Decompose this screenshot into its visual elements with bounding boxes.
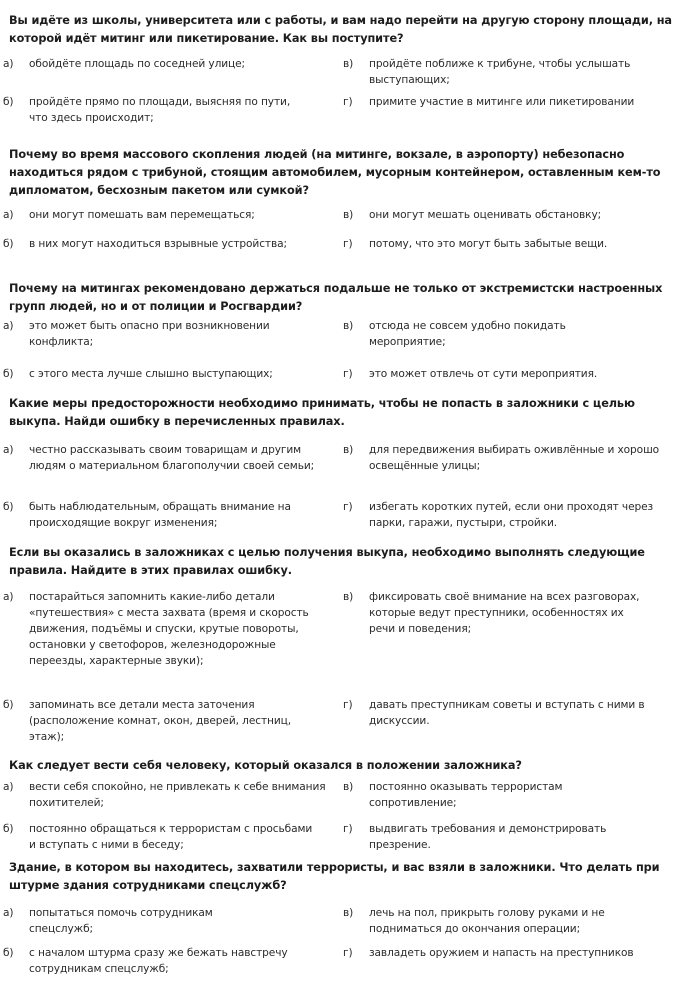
q6-option-v: в) постоянно оказывать террористам сопротивление; xyxy=(343,781,563,809)
q3-option-b: б) с этого места лучше слышно выступающих; xyxy=(3,368,273,380)
q5-option-b: б) запоминать все детали места заточения (расположение комнат, окон, дверей, лестниц, этаж); xyxy=(3,699,292,743)
question-2: Почему во время массового скопления людей (на митинге, вокзале, в аэропорту) небезопасно находиться рядом с трибуной, стоящим автомобилем, мусорным контейнером, оставленным кем-то дипломатом, бесхозным пакетом или сумкой? xyxy=(9,148,661,197)
question-1: Вы идёте из школы, университета или с работы, и вам надо перейти на другую сторону площади, на которой идёт митинг или пикетирование. Как вы поступите? xyxy=(9,14,672,45)
q6-option-a: а) вести себя спокойно, не привлекать к себе внимания похитителей; xyxy=(3,781,326,809)
q1-option-v: в) пройдёте поближе к трибуне, чтобы услышать выступающих; xyxy=(343,58,631,86)
question-5: Если вы оказались в заложниках с целью получения выкупа, необходимо выполнять следующие правила. Найдите в этих правилах ошибку. xyxy=(9,546,645,577)
question-4: Какие меры предосторожности необходимо принимать, чтобы не попасть в заложники с целью выкупа. Найди ошибку в перечисленных правилах. xyxy=(9,397,635,428)
q4-option-v: в) для передвижения выбирать оживлённые и хорошо освещённые улицы; xyxy=(343,444,660,472)
question-6: Как следует вести себя человеку, который оказался в положении заложника? xyxy=(9,759,522,772)
q3-option-g: г) это может отвлечь от сути мероприятия. xyxy=(343,368,598,380)
q1-option-a: а) обойдёте площадь по соседней улице; xyxy=(3,58,246,70)
q6-option-b: б) постоянно обращаться к террористам с просьбами и вступать с ними в беседу; xyxy=(3,823,313,851)
q2-option-g: г) потому, что это могут быть забытые вещи. xyxy=(343,238,608,250)
q4-option-g: г) избегать коротких путей, если они проходят через парки, гаражи, пустыри, стройки. xyxy=(343,501,654,529)
q5-option-a: а) постарайться запомнить какие-либо детали «путешествия» с места захвата (время и скорость движения, подъёмы и спуски, крутые повороты, остановки у светофоров, железнодорожные переезды, характерные звуки); xyxy=(3,591,309,667)
q4-option-a: а) честно рассказывать своим товарищам и другим людям о материальном благополучии своей семьи; xyxy=(3,444,315,472)
q1-option-g: г) примите участие в митинге или пикетировании xyxy=(343,96,635,108)
q2-option-b: б) в них могут находиться взрывные устройства; xyxy=(3,238,288,250)
q1-option-b: б) пройдёте прямо по площади, выясняя по пути, что здесь происходит; xyxy=(3,96,291,124)
question-7: Здание, в котором вы находитесь, захватили террористы, и вас взяли в заложники. Что делать при штурме здания сотрудниками спецслужб? xyxy=(9,861,660,892)
q7-option-a: а) попытаться помочь сотрудникам спецслужб; xyxy=(3,907,213,935)
q3-option-a: а) это может быть опасно при возникновении конфликта; xyxy=(3,320,270,348)
q3-option-v: в) отсюда не совсем удобно покидать мероприятие; xyxy=(343,320,566,348)
q7-option-g: г) завладеть оружием и напасть на преступников xyxy=(343,947,634,959)
q2-option-v: в) они могут мешать оценивать обстановку; xyxy=(343,209,602,221)
q7-option-v: в) лечь на пол, прикрыть голову руками и не подниматься до окончания операции; xyxy=(343,907,605,935)
q2-option-a: а) они могут помешать вам перемещаться; xyxy=(3,209,255,221)
q7-option-b: б) с началом штурма сразу же бежать навстречу сотрудникам спецслужб; xyxy=(3,947,288,975)
question-3: Почему на митингах рекомендовано держаться подальше не только от экстремистски настроенных групп людей, но и от полиции и Росгвардии? xyxy=(9,282,663,313)
q4-option-b: б) быть наблюдательным, обращать внимание на происходящие вокруг изменения; xyxy=(3,501,291,529)
q5-option-g: г) давать преступникам советы и вступать с ними в дискуссии. xyxy=(343,699,645,727)
q5-option-v: в) фиксировать своё внимание на всех разговорах, которые ведут преступники, особенностях их речи и поведения; xyxy=(343,591,640,635)
q6-option-g: г) выдвигать требования и демонстрировать презрение. xyxy=(343,823,607,851)
